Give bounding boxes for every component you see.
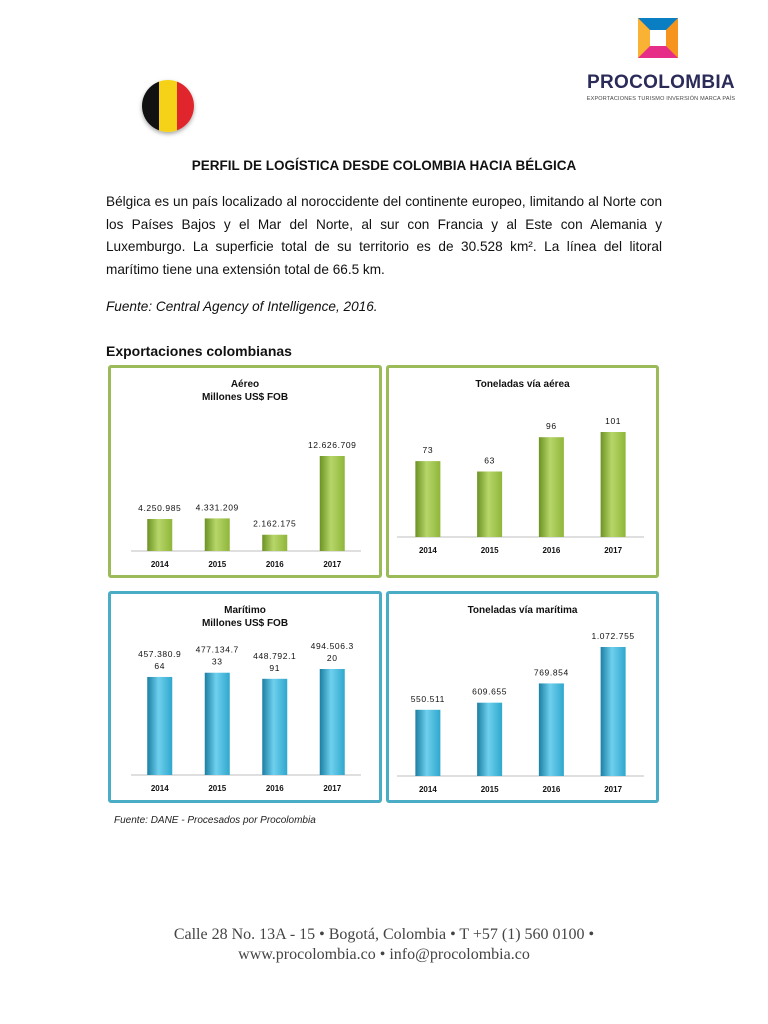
data-label: 457.380.9: [138, 648, 182, 659]
data-label: 33: [211, 656, 223, 667]
x-tick-label: 2016: [265, 560, 284, 569]
data-label: 20: [326, 653, 338, 663]
chart-title: Toneladas vía marítima: [467, 605, 578, 616]
data-label: 101: [605, 416, 622, 426]
x-tick-label: 2016: [265, 784, 284, 793]
flag-stripe-red: [177, 80, 194, 132]
data-label: 448.792.1: [253, 650, 297, 661]
bar-2014: [147, 677, 172, 775]
procolombia-logo: [586, 16, 736, 106]
bar-2016: [262, 679, 287, 775]
data-label: 609.655: [472, 686, 508, 697]
bar-2016: [539, 437, 564, 537]
chart-title: Marítimo: [224, 605, 266, 616]
bar-2015: [477, 472, 502, 537]
chart-aereo-usd: [108, 365, 382, 578]
x-tick-label: 2017: [604, 546, 623, 555]
logo-name: PROCOLOMBIA: [587, 72, 735, 93]
intro-paragraph: Bélgica es un país localizado al noroccidente del continente europeo, limitando al Norte con los Países Bajos y el Mar del Norte, al sur con Francia y al Este con Alemania y Luxemburgo. La superficie total de su territorio es de 30.528 km². La línea del litoral marítimo tiene una extensión total de 66.5 km.: [106, 194, 662, 277]
belgium-flag-icon: [142, 80, 194, 132]
x-tick-label: 2015: [208, 560, 227, 569]
data-label: 494.506.3: [310, 641, 354, 651]
chart-toneladas-aerea: [386, 365, 659, 578]
flag-stripe-yellow: [159, 80, 176, 132]
x-tick-label: 2017: [604, 785, 623, 794]
x-tick-label: 2016: [542, 546, 561, 555]
chart-title: Aéreo: [230, 379, 260, 390]
chart-plot: [111, 594, 379, 800]
x-tick-label: 2016: [542, 785, 561, 794]
x-tick-label: 2014: [150, 784, 169, 793]
chart-maritimo-usd: [108, 591, 382, 803]
procolombia-logo-mark-icon: [638, 18, 678, 58]
logo-tagline: EXPORTACIONES TURISMO INVERSIÓN MARCA PAÍS: [586, 96, 736, 102]
data-label: 4.331.209: [195, 502, 239, 513]
flag-stripe-black: [142, 80, 159, 132]
data-label: 63: [484, 455, 495, 466]
page-title: PERFIL DE LOGÍSTICA DESDE COLOMBIA HACIA BÉLGICA: [191, 158, 577, 173]
data-label: 477.134.7: [195, 644, 239, 655]
data-label: 96: [546, 421, 557, 432]
x-tick-label: 2015: [208, 784, 227, 793]
bar-2014: [415, 461, 440, 537]
x-tick-label: 2014: [418, 546, 437, 555]
source-dane: Fuente: DANE - Procesados por Procolombia: [114, 815, 316, 826]
bar-2017: [320, 456, 345, 551]
bar-2014: [415, 710, 440, 776]
chart-plot: [111, 368, 379, 575]
chart-subtitle: Millones US$ FOB: [201, 618, 289, 629]
x-tick-label: 2014: [418, 785, 437, 794]
bar-2016: [262, 535, 287, 551]
bar-2015: [205, 518, 230, 551]
data-label: 73: [422, 445, 434, 456]
data-label: 64: [154, 660, 166, 671]
data-label: 769.854: [533, 667, 569, 678]
chart-title: Toneladas vía aérea: [475, 379, 570, 390]
bar-2017: [320, 669, 345, 775]
chart-plot: [389, 594, 656, 800]
source-cia: Fuente: Central Agency of Intelligence, 2016.: [106, 299, 378, 314]
bar-2014: [147, 519, 172, 551]
bar-2015: [205, 673, 230, 775]
x-tick-label: 2017: [323, 784, 342, 793]
data-label: 12.626.709: [307, 440, 357, 450]
bar-2015: [477, 703, 502, 776]
bar-2017: [601, 647, 626, 776]
section-title: Exportaciones colombianas: [106, 343, 292, 359]
footer-address: Calle 28 No. 13A - 15 • Bogotá, Colombia • T +57 (1) 560 0100 •: [173, 926, 595, 943]
chart-subtitle: Millones US$ FOB: [201, 392, 289, 403]
data-label: 4.250.985: [138, 503, 182, 514]
x-tick-label: 2015: [480, 785, 499, 794]
data-label: 550.511: [410, 693, 446, 704]
x-tick-label: 2015: [480, 546, 499, 555]
x-tick-label: 2017: [323, 560, 342, 569]
footer-contact: www.procolombia.co • info@procolombia.co: [238, 946, 530, 963]
bar-2016: [539, 683, 564, 776]
data-label: 1.072.755: [591, 631, 635, 641]
chart-plot: [389, 368, 656, 575]
data-label: 2.162.175: [253, 518, 297, 529]
chart-toneladas-maritima: [386, 591, 659, 803]
bar-2017: [601, 432, 626, 537]
data-label: 91: [269, 662, 281, 673]
x-tick-label: 2014: [150, 560, 169, 569]
